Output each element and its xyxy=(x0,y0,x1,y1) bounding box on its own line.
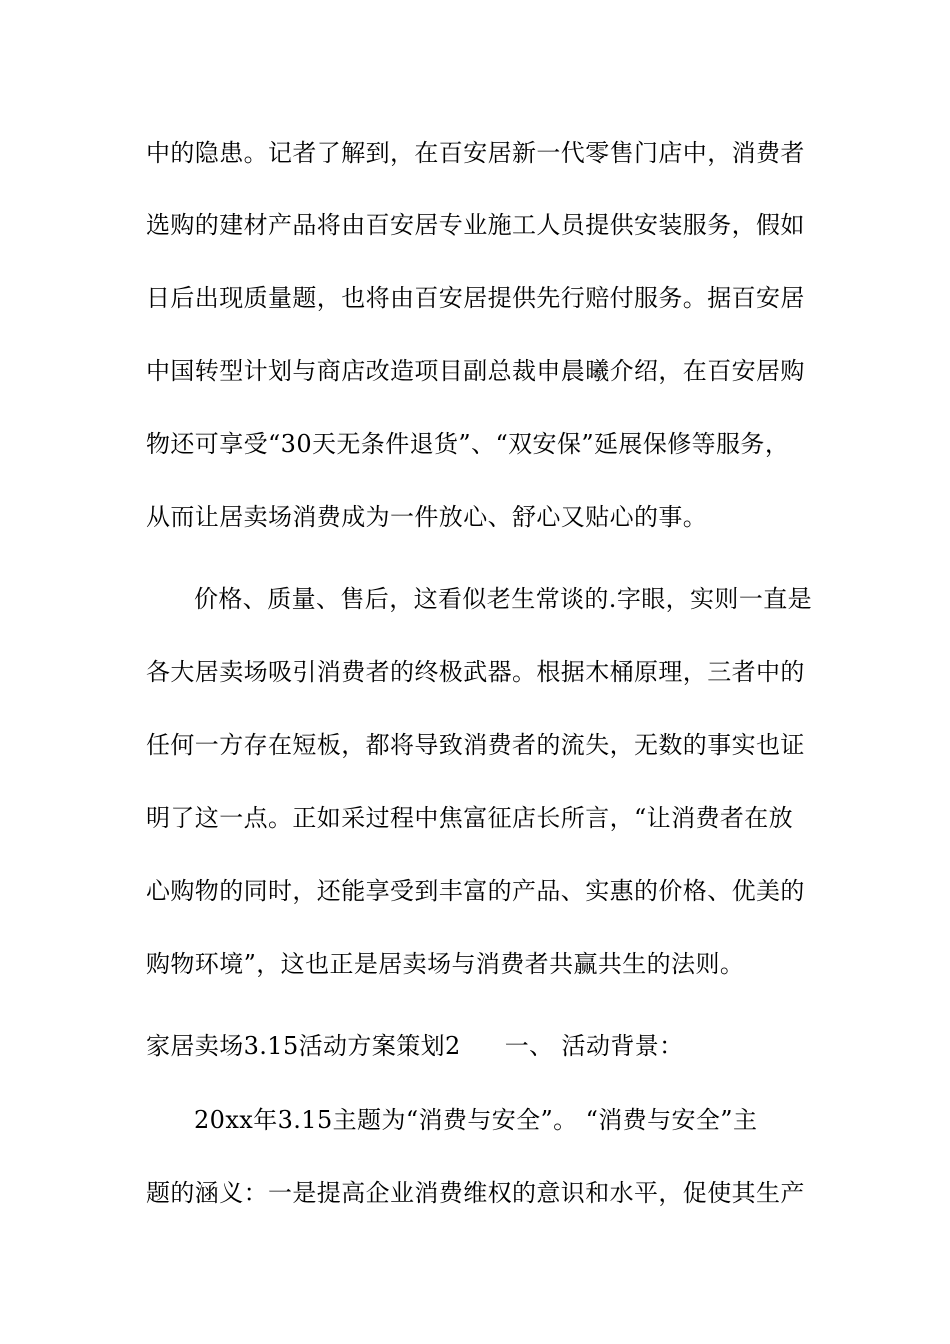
paragraph-line: 各大居卖场吸引消费者的终极武器。根据木桶原理，三者中的 xyxy=(146,658,805,686)
paragraph-line: 任何一方存在短板，都将导致消费者的流失，无数的事实也证 xyxy=(146,731,805,759)
section-subtitle: 一、 活动背景： xyxy=(504,1032,684,1060)
section-heading xyxy=(146,1031,816,1061)
paragraph-line: 中的隐患。记者了解到，在百安居新一代零售门店中，消费者 xyxy=(146,139,805,167)
paragraph-line: 选购的建材产品将由百安居专业施工人员提供安装服务，假如 xyxy=(146,211,805,239)
paragraph-line: 购物环境”，这也正是居卖场与消费者共赢共生的法则。 xyxy=(146,950,745,978)
paragraph-line: 物还可享受“30天无条件退货”、“双安保”延展保修等服务， xyxy=(146,430,790,458)
paragraph-line: 日后出现质量题，也将由百安居提供先行赔付服务。据百安居 xyxy=(146,284,805,312)
paragraph-line: 心购物的同时，还能享受到丰富的产品、实惠的价格、优美的 xyxy=(146,877,805,905)
paragraph-line: 从而让居卖场消费成为一件放心、舒心又贴心的事。 xyxy=(146,503,708,531)
paragraph-line: 题的涵义：一是提高企业消费维权的意识和水平，促使其生产 xyxy=(146,1179,805,1207)
paragraph-line: 价格、质量、售后，这看似老生常谈的.字眼，实则一直是 xyxy=(194,585,813,613)
section-title: 家居卖场3.15活动方案策划2 xyxy=(146,1032,461,1060)
paragraph-line: 中国转型计划与商店改造项目副总裁申晨曦介绍，在百安居购 xyxy=(146,357,805,385)
paragraph-line: 明了这一点。正如采过程中焦富征店长所言，“让消费者在放 xyxy=(146,804,794,832)
paragraph-line: 20xx年3.15主题为“消费与安全”。 “消费与安全”主 xyxy=(194,1106,758,1134)
